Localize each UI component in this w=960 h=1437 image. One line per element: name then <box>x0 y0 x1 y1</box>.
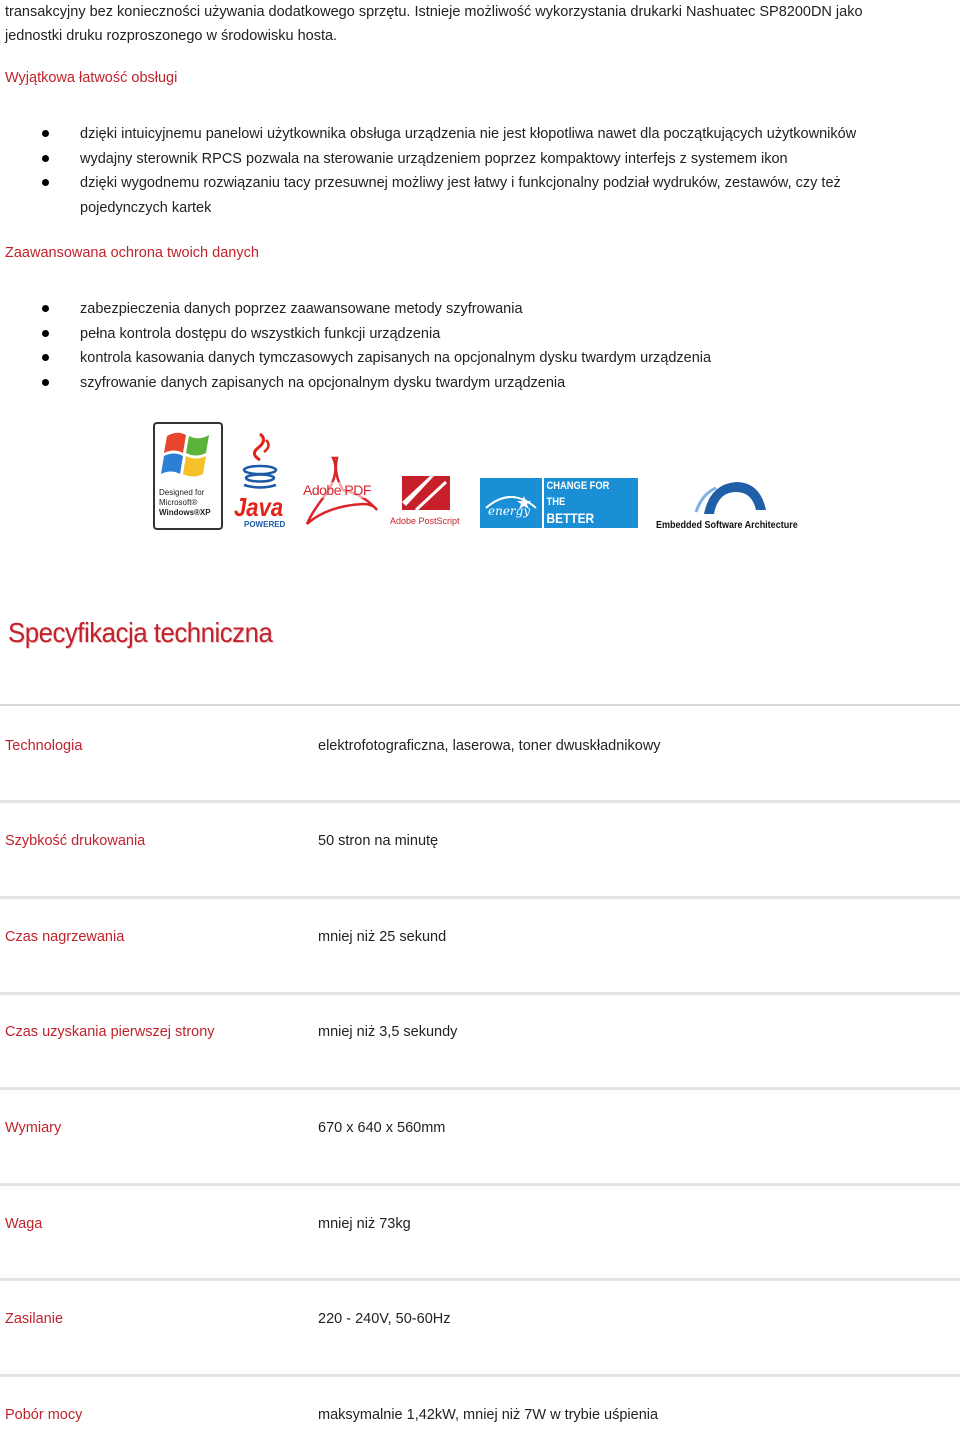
ease-list <box>0 122 950 220</box>
table-row <box>0 1024 960 1054</box>
java-powered: POWERED <box>244 520 286 529</box>
table-row <box>0 1407 960 1437</box>
spec-label: Pobór mocy <box>5 1407 83 1423</box>
energy-line-3: ENERGY STAR <box>546 542 597 574</box>
java-logo <box>234 430 290 530</box>
bullet-icon <box>42 305 49 312</box>
spec-label: Wymiary <box>5 1120 62 1136</box>
energy-script: energy <box>488 504 531 518</box>
spec-label: Zasilanie <box>5 1311 64 1327</box>
list-item: wydajny sterownik RPCS pozwala na sterowanie urządzeniem poprzez kompaktowy interfejs z systemem ikon <box>0 147 950 172</box>
spec-value: 50 stron na minutę <box>318 833 439 849</box>
bullet-icon <box>42 354 49 361</box>
security-heading: Zaawansowana ochrona twoich danych <box>5 245 259 261</box>
adobe-pdf-text: Adobe PDF <box>303 482 371 498</box>
spec-value: 220 - 240V, 50-60Hz <box>318 1311 451 1327</box>
row-divider <box>0 1374 960 1377</box>
windows-xp: Windows®XP <box>159 508 211 517</box>
energy-star-mark <box>480 478 542 528</box>
spec-label: Czas uzyskania pierwszej strony <box>5 1024 215 1040</box>
postscript-text: Adobe PostScript <box>390 516 460 526</box>
security-list <box>0 297 950 395</box>
table-row <box>0 738 960 768</box>
spec-divider <box>0 704 960 706</box>
windows-designed-for: Designed for <box>159 488 205 497</box>
list-item: dzięki wygodnemu rozwiązaniu tacy przesuwnej możliwy jest łatwy i funkcjonalny podział wydruków, zestawów, czy też pojedynczych kartek <box>0 171 950 220</box>
spec-label: Szybkość drukowania <box>5 833 146 849</box>
esa-logo <box>656 476 816 530</box>
ease-heading: Wyjątkowa łatwość obsługi <box>5 70 178 86</box>
spec-label: Czas nagrzewania <box>5 929 125 945</box>
list-item: szyfrowanie danych zapisanych na opcjonalnym dysku twardym urządzenia <box>0 371 950 396</box>
table-row <box>0 929 960 959</box>
intro-paragraph <box>5 0 950 48</box>
row-divider <box>0 896 960 899</box>
compatibility-logos <box>150 420 820 574</box>
energy-star-icon <box>480 478 542 528</box>
windows-xp-logo <box>153 422 223 530</box>
table-row <box>0 833 960 863</box>
spec-value: maksymalnie 1,42kW, mniej niż 7W w trybie uśpienia <box>318 1407 659 1423</box>
windows-flag-icon <box>155 424 221 484</box>
spec-title: Specyfikacja techniczna <box>8 617 273 648</box>
row-divider <box>0 992 960 995</box>
list-item: dzięki intuicyjnemu panelowi użytkownika obsługa urządzenia nie jest kłopotliwa nawet dla początkujących użytkowników <box>0 122 950 147</box>
spec-value: mniej niż 73kg <box>318 1216 411 1232</box>
energy-line-1: CHANGE FOR THE <box>546 480 610 508</box>
row-divider <box>0 1278 960 1281</box>
table-row <box>0 1120 960 1150</box>
spec-label: Waga <box>5 1216 43 1232</box>
esa-arc-icon <box>656 476 816 516</box>
java-word: Java <box>234 492 284 522</box>
java-cup-icon <box>234 430 290 490</box>
energy-star-slogan <box>544 478 638 574</box>
spec-value: 670 x 640 x 560mm <box>318 1120 446 1136</box>
intro-line-1: transakcyjny bez konieczności używania dodatkowego sprzętu. Istnieje możliwość wykorzystania drukarki Nashuatec SP8200DN jako <box>5 4 863 20</box>
bullet-icon <box>42 379 49 386</box>
spec-value: elektrofotograficzna, laserowa, toner dwuskładnikowy <box>318 738 661 754</box>
list-item: zabezpieczenia danych poprzez zaawansowane metody szyfrowania <box>0 297 950 322</box>
postscript-icon <box>390 472 466 512</box>
adobe-postscript-logo <box>390 472 466 532</box>
windows-microsoft: Microsoft® <box>159 498 198 507</box>
energy-star-logo <box>480 478 638 574</box>
bullet-icon <box>42 130 49 137</box>
table-row <box>0 1311 960 1341</box>
bullet-icon <box>42 330 49 337</box>
adobe-pdf-logo <box>303 454 381 534</box>
spec-label: Technologia <box>5 738 83 754</box>
esa-text: Embedded Software Architecture <box>656 520 798 531</box>
row-divider <box>0 800 960 803</box>
spec-value: mniej niż 25 sekund <box>318 929 447 945</box>
row-divider <box>0 1183 960 1186</box>
list-item: kontrola kasowania danych tymczasowych zapisanych na opcjonalnym dysku twardym urządzenia <box>0 346 950 371</box>
row-divider <box>0 1087 960 1090</box>
intro-line-2: jednostki druku rozproszonego w środowisku hosta. <box>5 28 338 44</box>
spec-value: mniej niż 3,5 sekundy <box>318 1024 458 1040</box>
list-item: pełna kontrola dostępu do wszystkich funkcji urządzenia <box>0 322 950 347</box>
table-row <box>0 1216 960 1246</box>
bullet-icon <box>42 155 49 162</box>
bullet-icon <box>42 179 49 186</box>
energy-line-2: BETTER WITH <box>546 510 595 542</box>
